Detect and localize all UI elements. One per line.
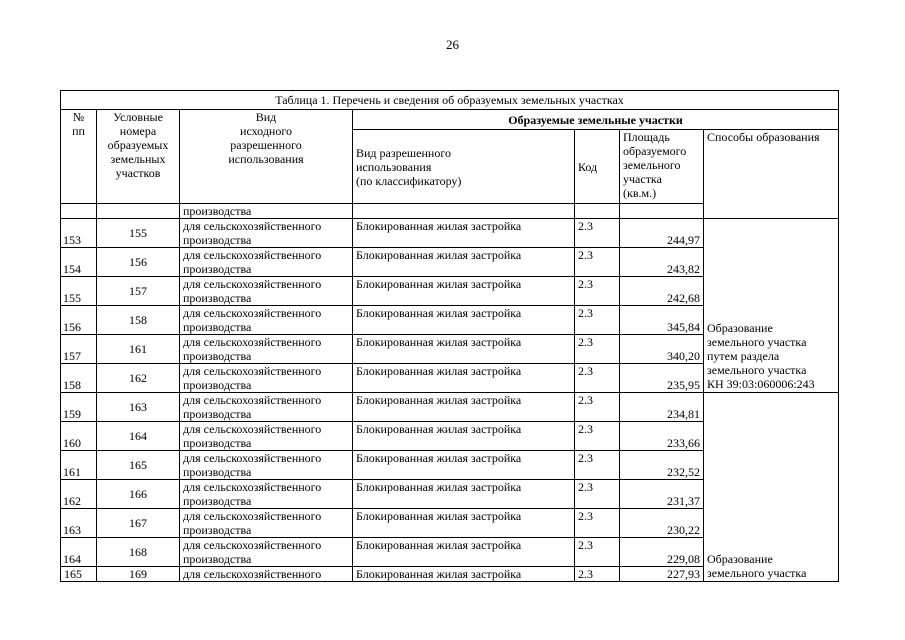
- row-area: 227,93: [620, 567, 704, 582]
- row-source-use: для сельскохозяйственного производства: [180, 306, 353, 335]
- cont-source-use: производства: [180, 204, 353, 219]
- row-code: 2.3: [575, 567, 620, 582]
- row-code: 2.3: [575, 480, 620, 509]
- row-area: 345,84: [620, 306, 704, 335]
- row-num: 163: [61, 509, 97, 538]
- row-permitted-use: Блокированная жилая застройка: [353, 538, 575, 567]
- cont-code: [575, 204, 620, 219]
- row-cond-number: 156: [97, 248, 180, 277]
- row-area: 235,95: [620, 364, 704, 393]
- cont-cond: [97, 204, 180, 219]
- header-group: Образуемые земельные участки: [353, 110, 839, 130]
- row-code: 2.3: [575, 451, 620, 480]
- row-permitted-use: Блокированная жилая застройка: [353, 422, 575, 451]
- row-permitted-use: Блокированная жилая застройка: [353, 335, 575, 364]
- row-cond-number: 166: [97, 480, 180, 509]
- row-permitted-use: Блокированная жилая застройка: [353, 219, 575, 248]
- row-num: 153: [61, 219, 97, 248]
- row-cond-number: 162: [97, 364, 180, 393]
- row-source-use: для сельскохозяйственного производства: [180, 393, 353, 422]
- row-cond-number: 158: [97, 306, 180, 335]
- row-num: 165: [61, 567, 97, 582]
- row-cond-number: 161: [97, 335, 180, 364]
- table-caption: Таблица 1. Перечень и сведения об образуемых земельных участках: [61, 91, 839, 110]
- header-code: Код: [575, 130, 620, 204]
- header-area: Площадь образуемого земельного участка (кв.м.): [620, 130, 704, 204]
- row-permitted-use: Блокированная жилая застройка: [353, 567, 575, 582]
- row-cond-number: 163: [97, 393, 180, 422]
- row-area: 242,68: [620, 277, 704, 306]
- row-code: 2.3: [575, 277, 620, 306]
- cont-num: [61, 204, 97, 219]
- land-plots-table: [60, 90, 839, 582]
- row-source-use: для сельскохозяйственного производства: [180, 277, 353, 306]
- row-permitted-use: Блокированная жилая застройка: [353, 306, 575, 335]
- row-source-use: для сельскохозяйственного производства: [180, 248, 353, 277]
- row-source-use: для сельскохозяйственного производства: [180, 335, 353, 364]
- cont-area: [620, 204, 704, 219]
- row-code: 2.3: [575, 335, 620, 364]
- row-permitted-use: Блокированная жилая застройка: [353, 393, 575, 422]
- row-source-use: для сельскохозяйственного производства: [180, 480, 353, 509]
- table-row: [61, 393, 839, 422]
- row-permitted-use: Блокированная жилая застройка: [353, 364, 575, 393]
- row-num: 160: [61, 422, 97, 451]
- row-code: 2.3: [575, 422, 620, 451]
- row-num: 155: [61, 277, 97, 306]
- row-source-use: для сельскохозяйственного производства: [180, 451, 353, 480]
- row-source-use: для сельскохозяйственного производства: [180, 422, 353, 451]
- row-area: 340,20: [620, 335, 704, 364]
- row-code: 2.3: [575, 248, 620, 277]
- row-num: 158: [61, 364, 97, 393]
- row-permitted-use: Блокированная жилая застройка: [353, 509, 575, 538]
- row-code: 2.3: [575, 219, 620, 248]
- row-code: 2.3: [575, 306, 620, 335]
- row-cond-number: 157: [97, 277, 180, 306]
- row-code: 2.3: [575, 509, 620, 538]
- header-cond-numbers: Условные номера образуемых земельных участков: [97, 110, 180, 204]
- row-code: 2.3: [575, 393, 620, 422]
- method-group-2: Образование земельного участка: [704, 393, 839, 582]
- row-source-use: для сельскохозяйственного производства: [180, 509, 353, 538]
- row-permitted-use: Блокированная жилая застройка: [353, 480, 575, 509]
- row-cond-number: 167: [97, 509, 180, 538]
- row-num: 159: [61, 393, 97, 422]
- row-source-use: для сельскохозяйственного: [180, 567, 353, 582]
- row-area: 232,52: [620, 451, 704, 480]
- row-source-use: для сельскохозяйственного производства: [180, 219, 353, 248]
- header-source-use: Вид исходного разрешенного использования: [180, 110, 353, 204]
- row-num: 162: [61, 480, 97, 509]
- table-row: [61, 219, 839, 248]
- row-area: 230,22: [620, 509, 704, 538]
- row-source-use: для сельскохозяйственного производства: [180, 364, 353, 393]
- row-cond-number: 155: [97, 219, 180, 248]
- row-code: 2.3: [575, 538, 620, 567]
- row-cond-number: 165: [97, 451, 180, 480]
- row-permitted-use: Блокированная жилая застройка: [353, 451, 575, 480]
- row-num: 157: [61, 335, 97, 364]
- header-num: № пп: [61, 110, 97, 204]
- row-permitted-use: Блокированная жилая застройка: [353, 248, 575, 277]
- row-num: 156: [61, 306, 97, 335]
- row-area: 234,81: [620, 393, 704, 422]
- header-methods: Способы образования: [704, 130, 839, 219]
- row-cond-number: 164: [97, 422, 180, 451]
- row-area: 233,66: [620, 422, 704, 451]
- header-permitted-use: Вид разрешенного использования (по классификатору): [353, 130, 575, 204]
- method-group-1: Образование земельного участка путем раздела земельного участка КН 39:03:060006:243: [704, 219, 839, 393]
- row-area: 244,97: [620, 219, 704, 248]
- cont-permitted-use: [353, 204, 575, 219]
- page-number: 26: [446, 37, 459, 52]
- row-cond-number: 169: [97, 567, 180, 582]
- row-num: 154: [61, 248, 97, 277]
- row-cond-number: 168: [97, 538, 180, 567]
- row-permitted-use: Блокированная жилая застройка: [353, 277, 575, 306]
- row-source-use: для сельскохозяйственного производства: [180, 538, 353, 567]
- row-num: 161: [61, 451, 97, 480]
- row-num: 164: [61, 538, 97, 567]
- row-area: 231,37: [620, 480, 704, 509]
- row-area: 243,82: [620, 248, 704, 277]
- row-area: 229,08: [620, 538, 704, 567]
- row-code: 2.3: [575, 364, 620, 393]
